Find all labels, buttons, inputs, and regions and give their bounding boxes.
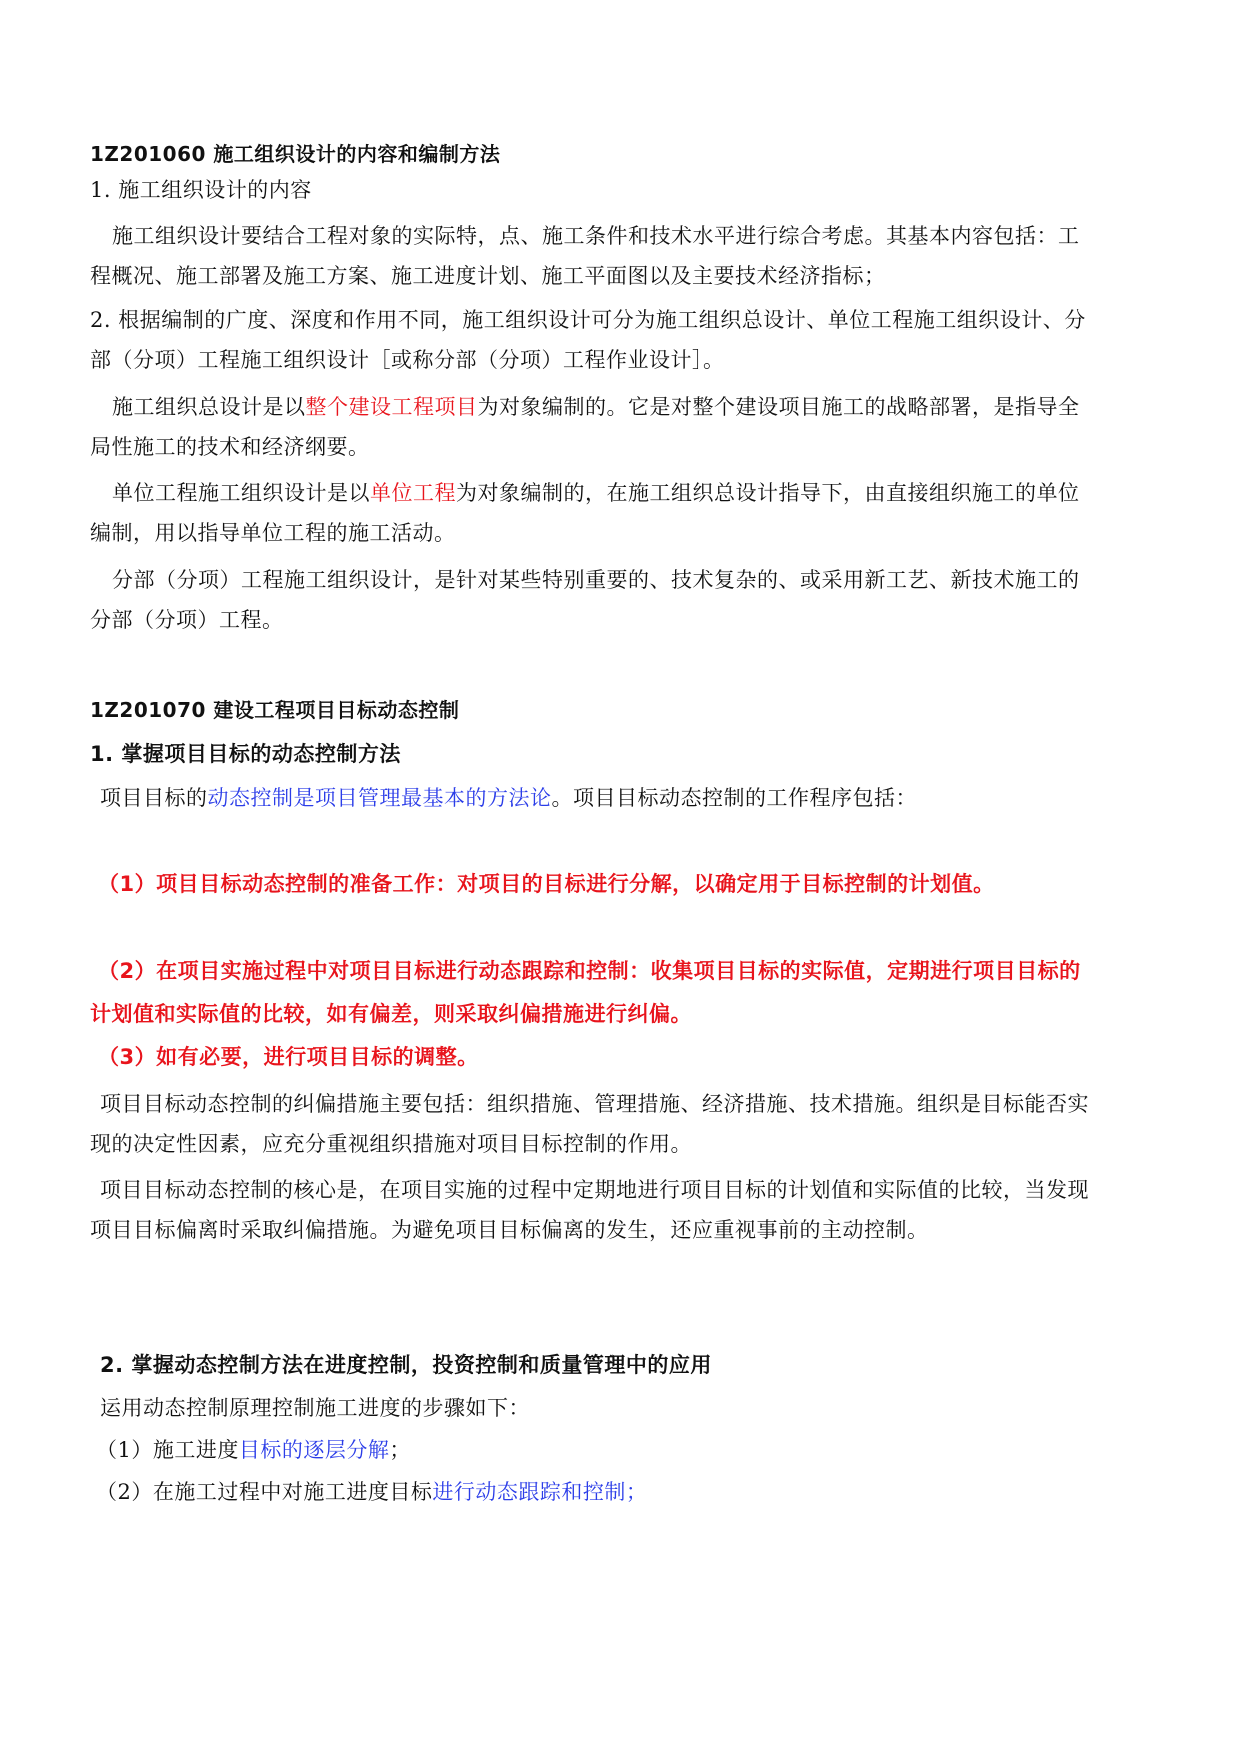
highlight-blue: 进行动态跟踪和控制； (432, 1480, 648, 1504)
item-title-dynamic-control: 1. 掌握项目目标的动态控制方法 (90, 742, 401, 766)
apply-step-2 (96, 1478, 1156, 1506)
highlight-red: 单位工程 (370, 481, 456, 505)
paragraph-line: 施工组织设计要结合工程对象的实际特，点、施工条件和技术水平进行综合考虑。其基本内容包括：工 (112, 224, 1080, 248)
section-heading-1z201060: 1Z201060 施工组织设计的内容和编制方法 (90, 142, 501, 166)
highlight-blue: 目标的逐层分解 (238, 1438, 390, 1462)
apply-step-1 (96, 1436, 1156, 1464)
text-span: 施工组织总设计是以 (112, 395, 306, 419)
text-span: 。项目目标动态控制的工作程序包括： (551, 786, 917, 810)
paragraph-line: 程概况、施工部署及施工方案、施工进度计划、施工平面图以及主要技术经济指标； (90, 264, 886, 288)
item-title-application: 2. 掌握动态控制方法在进度控制，投资控制和质量管理中的应用 (100, 1353, 712, 1377)
text-span: （1）施工进度 (96, 1438, 239, 1462)
item-2-line: 2. 根据编制的广度、深度和作用不同，施工组织设计可分为施工组织总设计、单位工程施工组织设计、分 (90, 308, 1086, 332)
step-2-cont: 计划值和实际值的比较，如有偏差，则采取纠偏措施进行纠偏。 (90, 1002, 692, 1026)
item-2-line: 部（分项）工程施工组织设计［或称分部（分项）工程作业设计］。 (90, 348, 725, 372)
step-3: （3）如有必要，进行项目目标的调整。 (98, 1045, 479, 1069)
paragraph-line: 编制，用以指导单位工程的施工活动。 (90, 521, 456, 545)
text-span: 为对象编制的，在施工组织总设计指导下，由直接组织施工的单位 (456, 481, 1080, 505)
highlight-red: 整个建设工程项目 (305, 395, 478, 419)
paragraph-line: 运用动态控制原理控制施工进度的步骤如下： (100, 1396, 530, 1420)
text-span: 单位工程施工组织设计是以 (112, 481, 370, 505)
paragraph-unit-design (112, 479, 1172, 507)
text-span: ； (389, 1438, 411, 1462)
section-heading-1z201070: 1Z201070 建设工程项目目标动态控制 (90, 698, 460, 722)
item-title-contents: 1. 施工组织设计的内容 (90, 178, 312, 202)
paragraph-line: 局性施工的技术和经济纲要。 (90, 435, 370, 459)
paragraph-line: 分部（分项）工程施工组织设计，是针对某些特别重要的、技术复杂的、或采用新工艺、新技术施工的 (112, 568, 1080, 592)
text-span: 项目目标的 (100, 786, 208, 810)
paragraph-line: 分部（分项）工程。 (90, 608, 284, 632)
highlight-blue: 动态控制是项目管理最基本的方法论 (207, 786, 552, 810)
paragraph-line: 项目目标偏离时采取纠偏措施。为避免项目目标偏离的发生，还应重视事前的主动控制。 (90, 1218, 929, 1242)
paragraph-line: 现的决定性因素，应充分重视组织措施对项目目标控制的作用。 (90, 1132, 692, 1156)
text-span: 为对象编制的。它是对整个建设项目施工的战略部署，是指导全 (477, 395, 1080, 419)
text-span: （2）在施工过程中对施工进度目标 (96, 1480, 433, 1504)
paragraph-intro (100, 784, 1160, 812)
paragraph-line: 项目目标动态控制的纠偏措施主要包括：组织措施、管理措施、经济措施、技术措施。组织是目标能否实 (100, 1092, 1089, 1116)
paragraph-line: 项目目标动态控制的核心是，在项目实施的过程中定期地进行项目目标的计划值和实际值的比较，当发现 (100, 1178, 1089, 1202)
step-1: （1）项目目标动态控制的准备工作：对项目的目标进行分解，以确定用于目标控制的计划值。 (98, 872, 995, 896)
paragraph-general-design (112, 393, 1172, 421)
step-2: （2）在项目实施过程中对项目目标进行动态跟踪和控制：收集项目目标的实际值，定期进行项目目标的 (98, 959, 1081, 983)
